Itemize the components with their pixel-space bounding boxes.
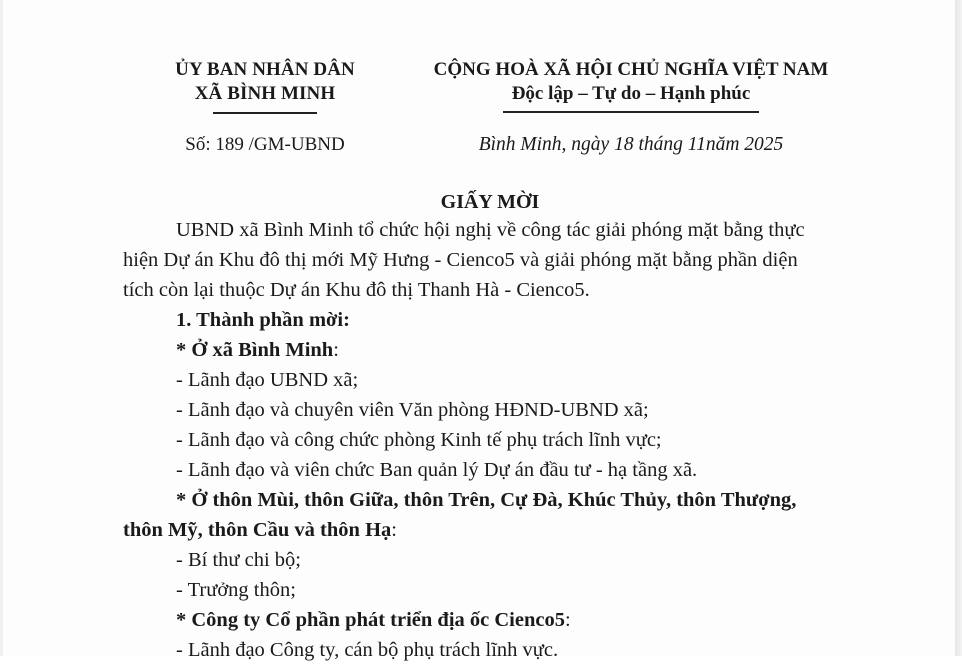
list-item: - Bí thư chi bộ; (176, 549, 301, 571)
authority-line-1: ỦY BAN NHÂN DÂN (175, 59, 355, 80)
date-day: 18 (614, 134, 634, 155)
list-item: - Lãnh đạo và viên chức Ban quản lý Dự án đầu tư - hạ tầng xã. (176, 459, 698, 481)
date-prefix: Bình Minh, ngày (478, 134, 615, 155)
document-number: Số: 189 /GM-UBND (185, 134, 345, 155)
date-month: 11 (687, 134, 706, 155)
authority-underline (213, 112, 317, 114)
group-villages-title-line-1: * Ở thôn Mùi, thôn Giữa, thôn Trên, Cự Đà, Khúc Thủy, thôn Thượng, (176, 489, 797, 511)
document-title: GIẤY MỜI (440, 191, 540, 213)
page-right-edge (955, 0, 962, 656)
list-item: - Lãnh đạo UBND xã; (176, 369, 359, 391)
group-villages-suffix: : (391, 519, 397, 541)
document-body (123, 215, 883, 665)
list-item: - Trưởng thôn; (176, 579, 296, 601)
list-item: - Lãnh đạo và chuyên viên Văn phòng HĐND-UBND xã; (176, 399, 649, 421)
date-year: năm 2025 (705, 134, 784, 155)
group-company-suffix: : (564, 609, 571, 631)
list-item: - Lãnh đạo Công ty, cán bộ phụ trách lĩnh vực. (176, 639, 559, 661)
intro-line-2: hiện Dự án Khu đô thị mới Mỹ Hưng - Cienco5 và giải phóng mặt bằng phần diện (123, 249, 798, 271)
group-commune-suffix: : (333, 339, 339, 361)
motto-underline (503, 111, 759, 113)
authority-line-2: XÃ BÌNH MINH (194, 83, 336, 104)
date-month-label: tháng (633, 134, 688, 155)
page-left-edge (0, 0, 3, 656)
motto: Độc lập – Tự do – Hạnh phúc (511, 83, 751, 104)
group-commune (123, 335, 883, 365)
country-name: CỘNG HOÀ XÃ HỘI CHỦ NGHĨA VIỆT NAM (433, 59, 829, 80)
group-company-title: * Công ty Cổ phần phát triển địa ốc Cienco5 (176, 609, 565, 631)
section-1-heading: 1. Thành phần mời: (176, 309, 350, 331)
intro-line-3: tích còn lại thuộc Dự án Khu đô thị Thanh Hà - Cienco5. (123, 279, 590, 301)
list-item: - Lãnh đạo và công chức phòng Kinh tế phụ trách lĩnh vực; (176, 429, 662, 451)
document-date (405, 133, 857, 157)
group-company (123, 605, 883, 635)
group-villages-title-line-2: thôn Mỹ, thôn Cầu và thôn Hạ (123, 519, 392, 541)
group-commune-title: * Ở xã Bình Minh (176, 339, 334, 361)
intro-line-1: UBND xã Bình Minh tổ chức hội nghị về công tác giải phóng mặt bằng thực (176, 219, 805, 241)
group-villages-title-line-2-wrap (123, 515, 883, 545)
national-motto (405, 58, 857, 113)
issuing-authority (150, 58, 380, 114)
